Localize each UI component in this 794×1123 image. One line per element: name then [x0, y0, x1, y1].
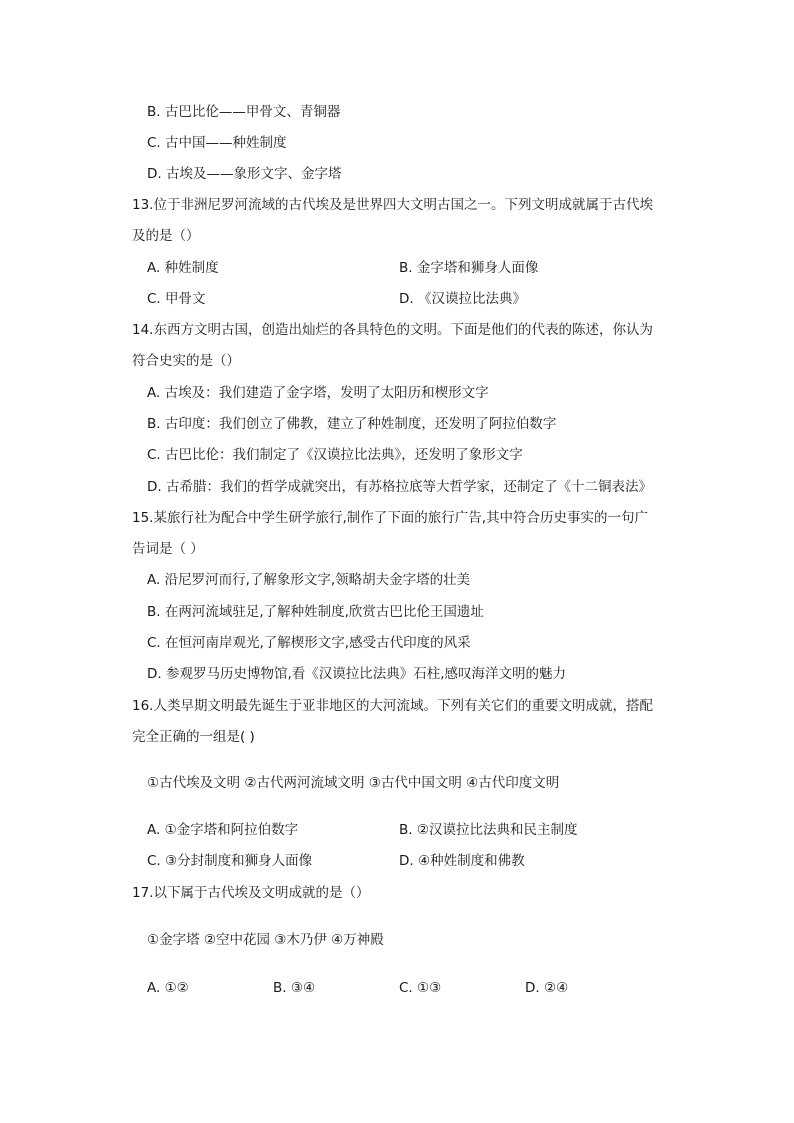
q17-option-a: A. ①② [147, 980, 189, 996]
q16-option-b: B. ②汉谟拉比法典和民主制度 [399, 822, 578, 838]
prev-option-d: D. 古埃及——象形文字、金字塔 [147, 166, 342, 182]
q13-stem-line1: 13.位于非洲尼罗河流域的古代埃及是世界四大文明古国之一。下列文明成就属于古代埃 [132, 197, 653, 213]
q13-option-c: C. 甲骨文 [147, 291, 206, 307]
q16-stem-line2: 完全正确的一组是( ) [132, 729, 255, 745]
q14-option-b: B. 古印度：我们创立了佛教，建立了种姓制度，还发明了阿拉伯数字 [147, 416, 557, 432]
q14-stem-line1: 14.东西方文明古国，创造出灿烂的各具特色的文明。下面是他们的代表的陈述，你认为 [132, 322, 653, 338]
q15-option-d: D. 参观罗马历史博物馆,看《汉谟拉比法典》石柱,感叹海洋文明的魅力 [147, 666, 567, 682]
q13-stem-line2: 及的是（） [132, 228, 200, 244]
q15-option-c: C. 在恒河南岸观光,了解楔形文字,感受古代印度的风采 [147, 635, 471, 651]
q16-stem-line1: 16.人类早期文明最先诞生于亚非地区的大河流域。下列有关它们的重要文明成就，搭配 [132, 698, 653, 714]
q17-option-c: C. ①③ [399, 980, 442, 996]
q15-stem-line2: 告词是（ ） [132, 541, 204, 557]
q16-option-a: A. ①金字塔和阿拉伯数字 [147, 822, 299, 838]
q14-option-c: C. 古巴比伦：我们制定了《汉谟拉比法典》，还发明了象形文字 [147, 447, 523, 463]
q17-stem-line1: 17.以下属于古代埃及文明成就的是（） [132, 885, 370, 901]
q16-items: ①古代埃及文明 ②古代两河流域文明 ③古代中国文明 ④古代印度文明 [147, 775, 560, 791]
q14-option-a: A. 古埃及：我们建造了金字塔，发明了太阳历和楔形文字 [147, 385, 489, 401]
q13-option-b: B. 金字塔和狮身人面像 [399, 260, 539, 276]
prev-option-c: C. 古中国——种姓制度 [147, 135, 287, 151]
q15-option-a: A. 沿尼罗河而行,了解象形文字,领略胡夫金字塔的壮美 [147, 572, 471, 588]
q13-option-a: A. 种姓制度 [147, 260, 219, 276]
q17-items: ①金字塔 ②空中花园 ③木乃伊 ④万神殿 [147, 932, 384, 948]
q16-option-d: D. ④种姓制度和佛教 [399, 853, 525, 869]
q15-option-b: B. 在两河流域驻足,了解种姓制度,欣赏古巴比伦王国遗址 [147, 604, 484, 620]
q16-option-c: C. ③分封制度和狮身人面像 [147, 853, 313, 869]
q14-option-d: D. 古希腊：我们的哲学成就突出，有苏格拉底等大哲学家，还制定了《十二铜表法》 [147, 479, 652, 495]
q17-option-b: B. ③④ [273, 980, 316, 996]
q17-option-d: D. ②④ [525, 980, 569, 996]
q13-option-d: D. 《汉谟拉比法典》 [399, 291, 526, 307]
prev-option-b: B. 古巴比伦——甲骨文、青铜器 [147, 104, 341, 120]
q14-stem-line2: 符合史实的是（） [132, 353, 240, 369]
q15-stem-line1: 15.某旅行社为配合中学生研学旅行,制作了下面的旅行广告,其中符合历史事实的一句广 [132, 510, 649, 526]
